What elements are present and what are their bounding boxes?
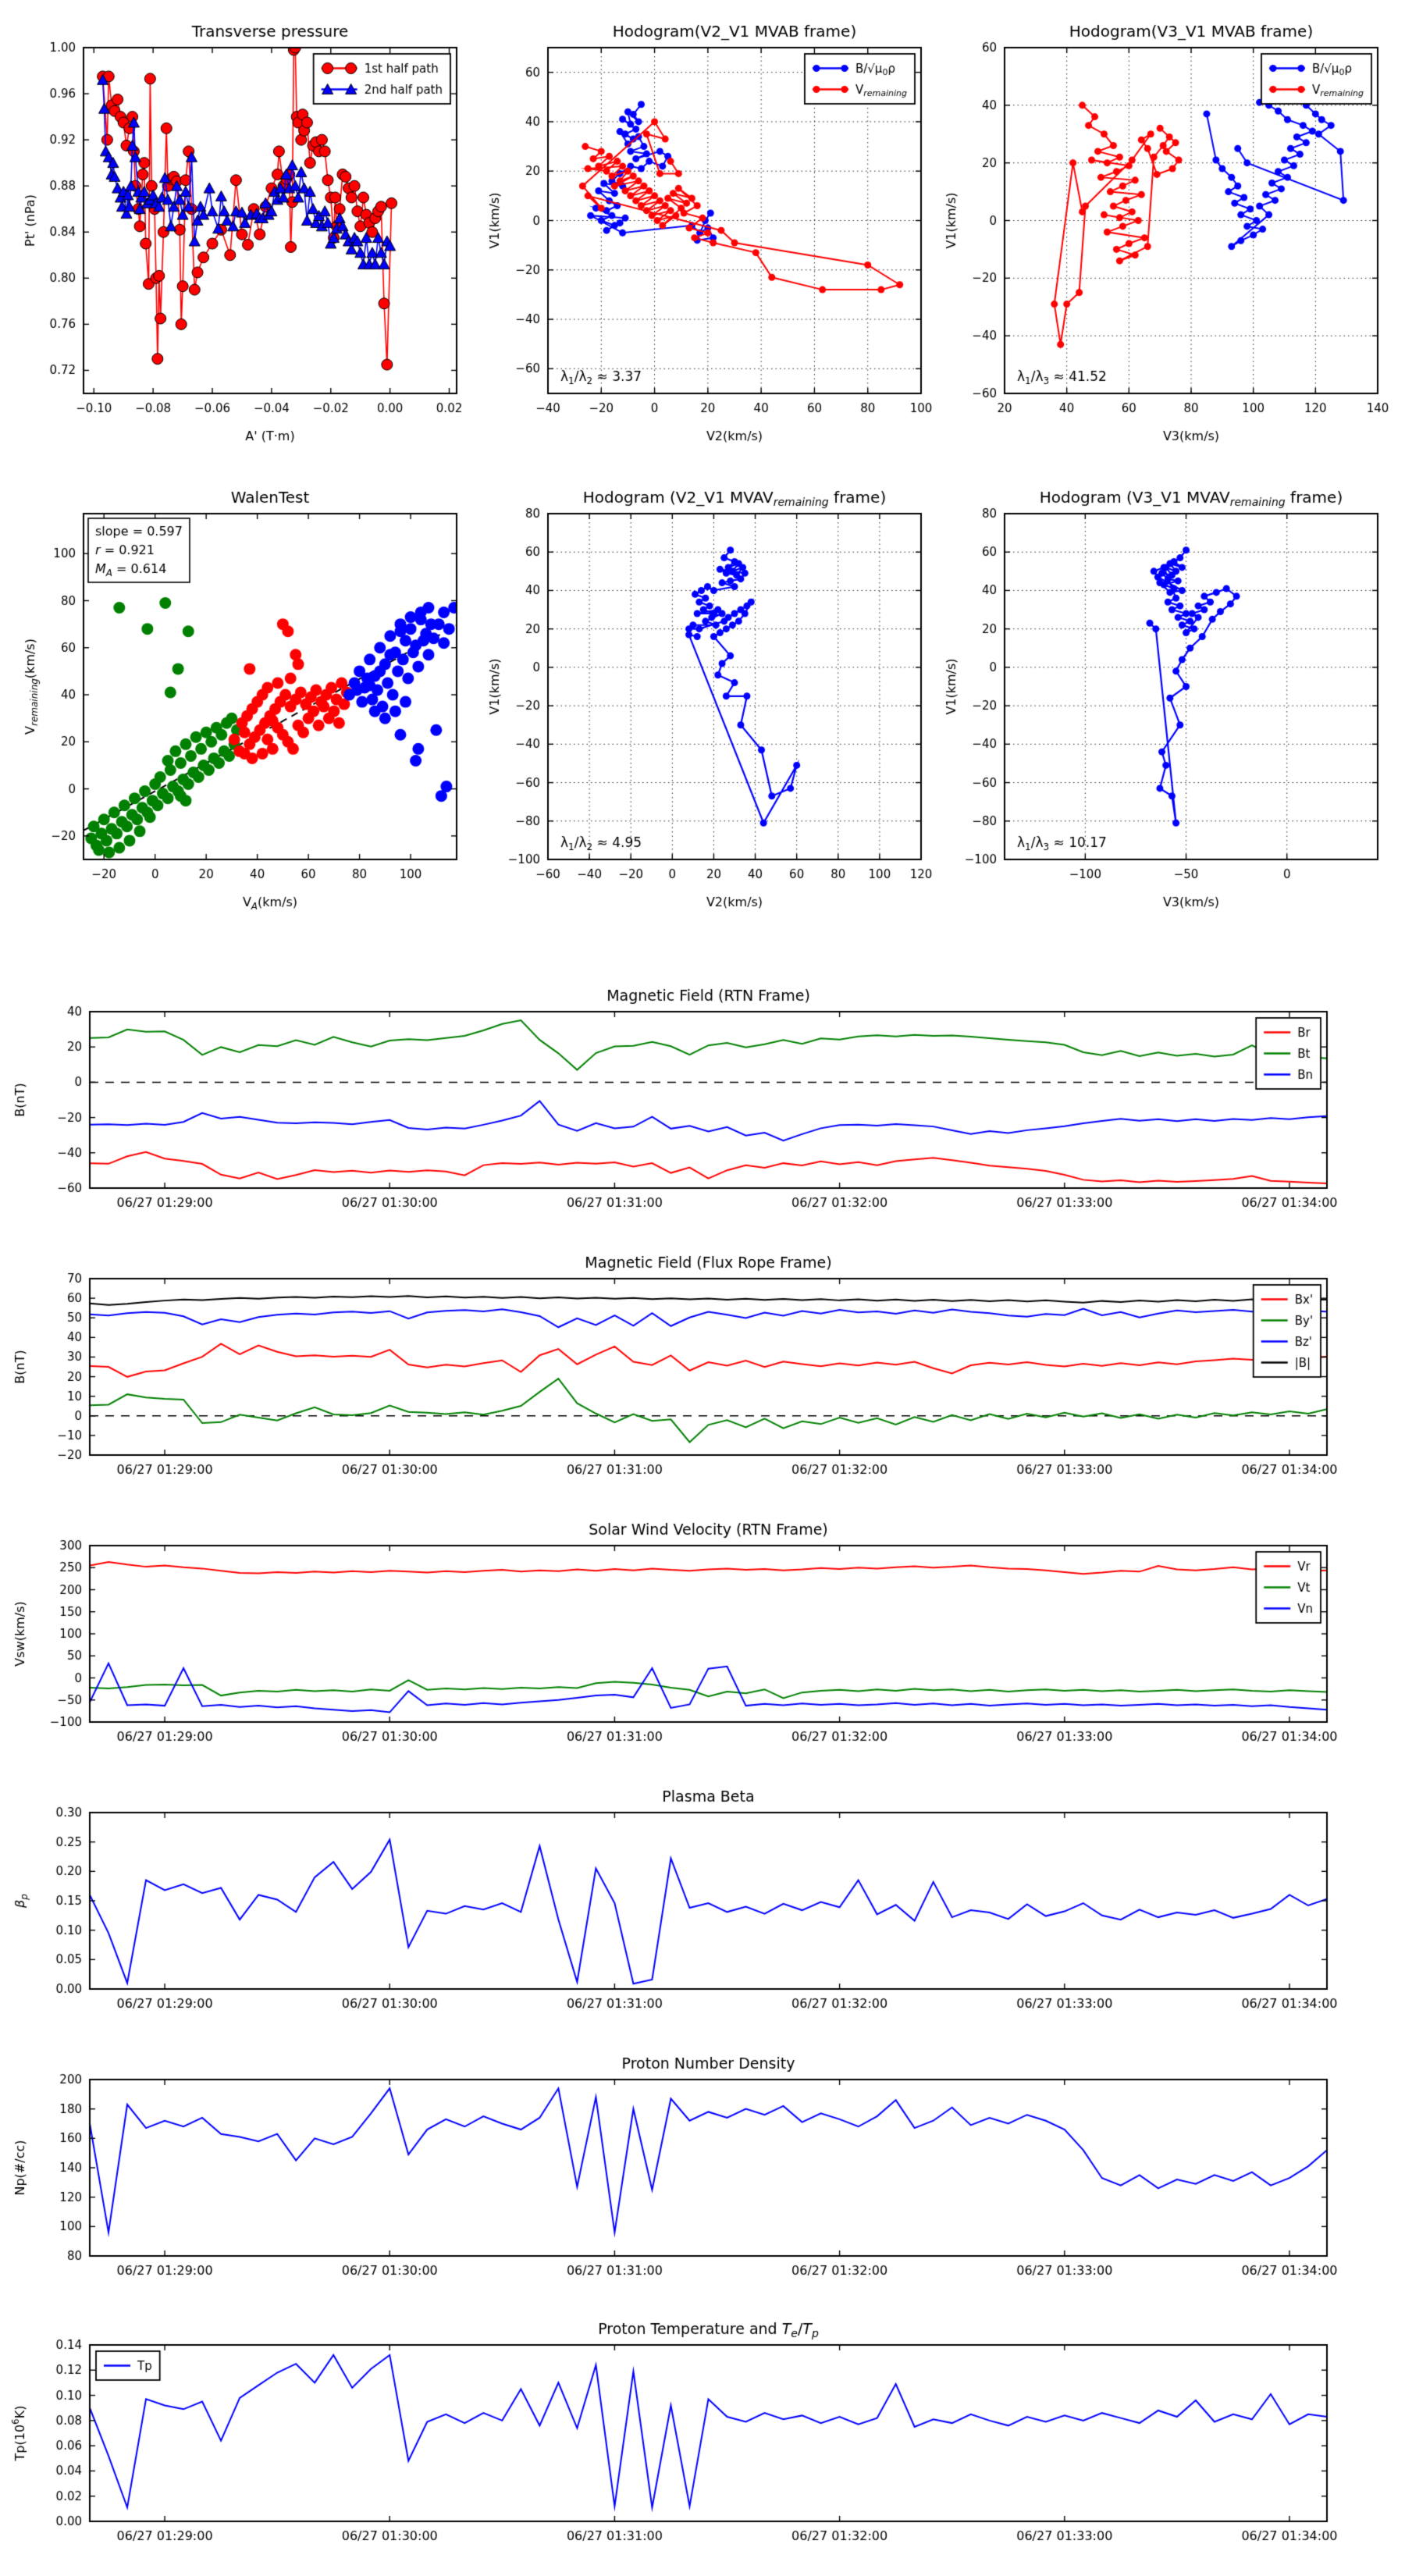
plot-hodogram-v3v1-mvab (933, 12, 1393, 453)
plot-hodogram-v2v1-mvav (476, 478, 937, 919)
panel-magnetic-field-rtn (0, 976, 1405, 1235)
panel-proton-density (0, 2044, 1405, 2303)
plot-walen-test (12, 478, 472, 919)
plot-transverse-pressure (12, 12, 472, 453)
panel-proton-temperature (0, 2309, 1405, 2568)
panel-solar-wind-velocity (0, 1510, 1405, 1769)
plot-hodogram-v2v1-mvab (476, 12, 937, 453)
panel-plasma-beta (0, 1777, 1405, 2036)
panel-magnetic-field-flux-rope (0, 1243, 1405, 1502)
plot-hodogram-v3v1-mvav (933, 478, 1393, 919)
